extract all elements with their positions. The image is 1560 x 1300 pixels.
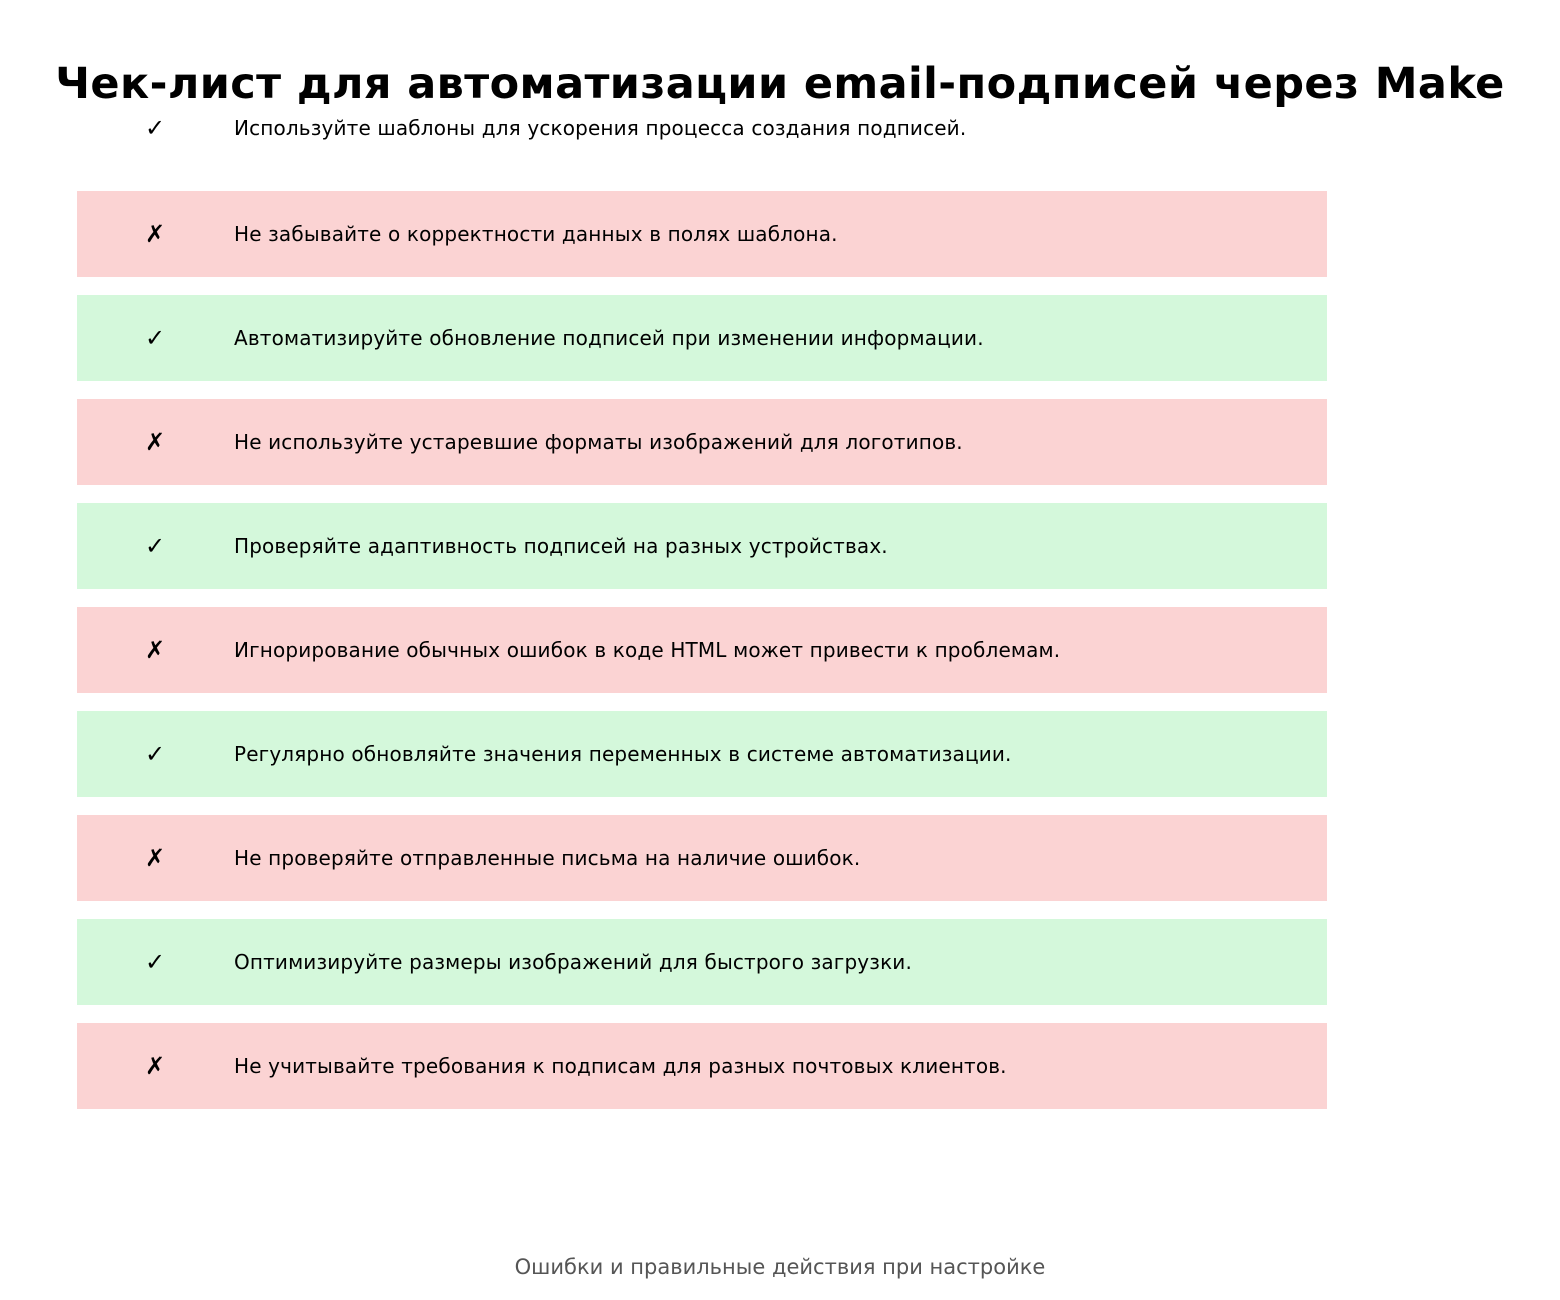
check-icon: ✓ <box>144 324 166 352</box>
check-icon: ✓ <box>144 532 166 560</box>
checklist-item-dont <box>77 191 1327 277</box>
checklist-item-dont <box>77 1023 1327 1109</box>
checklist-item-text: Игнорирование обычных ошибок в коде HTML может привести к проблемам. <box>234 638 1061 662</box>
checklist-item-text: Оптимизируйте размеры изображений для быстрого загрузки. <box>234 950 912 974</box>
cross-icon: ✗ <box>144 428 166 456</box>
cross-icon: ✗ <box>144 1052 166 1080</box>
cross-icon: ✗ <box>144 636 166 664</box>
check-icon: ✓ <box>144 948 166 976</box>
checklist-item-do <box>77 711 1327 797</box>
checklist-item-do <box>77 295 1327 381</box>
cross-icon: ✗ <box>144 844 166 872</box>
checklist-item-text: Проверяйте адаптивность подписей на разных устройствах. <box>234 534 888 558</box>
check-icon: ✓ <box>144 740 166 768</box>
cross-icon: ✗ <box>144 220 166 248</box>
checklist-item-text: Не используйте устаревшие форматы изображений для логотипов. <box>234 430 963 454</box>
checklist-item-text: Не забывайте о корректности данных в полях шаблона. <box>234 222 838 246</box>
checklist-item-text: Регулярно обновляйте значения переменных в системе автоматизации. <box>234 742 1012 766</box>
checklist-item-do <box>77 919 1327 1005</box>
checklist-item-dont <box>77 815 1327 901</box>
page-title: Чек-лист для автоматизации email-подписей через Make <box>55 59 1505 109</box>
checklist-item-dont <box>77 399 1327 485</box>
checklist-item-text: Автоматизируйте обновление подписей при изменении информации. <box>234 326 984 350</box>
checklist-item-text: Используйте шаблоны для ускорения процесса создания подписей. <box>234 116 967 140</box>
checklist-item-text: Не учитывайте требования к подписам для разных почтовых клиентов. <box>234 1054 1007 1078</box>
checklist-item-do <box>77 503 1327 589</box>
checklist-item-dont <box>77 607 1327 693</box>
checklist-item-text: Не проверяйте отправленные письма на наличие ошибок. <box>234 846 861 870</box>
subtitle: Ошибки и правильные действия при настройке <box>514 1255 1046 1279</box>
check-icon: ✓ <box>144 114 166 142</box>
